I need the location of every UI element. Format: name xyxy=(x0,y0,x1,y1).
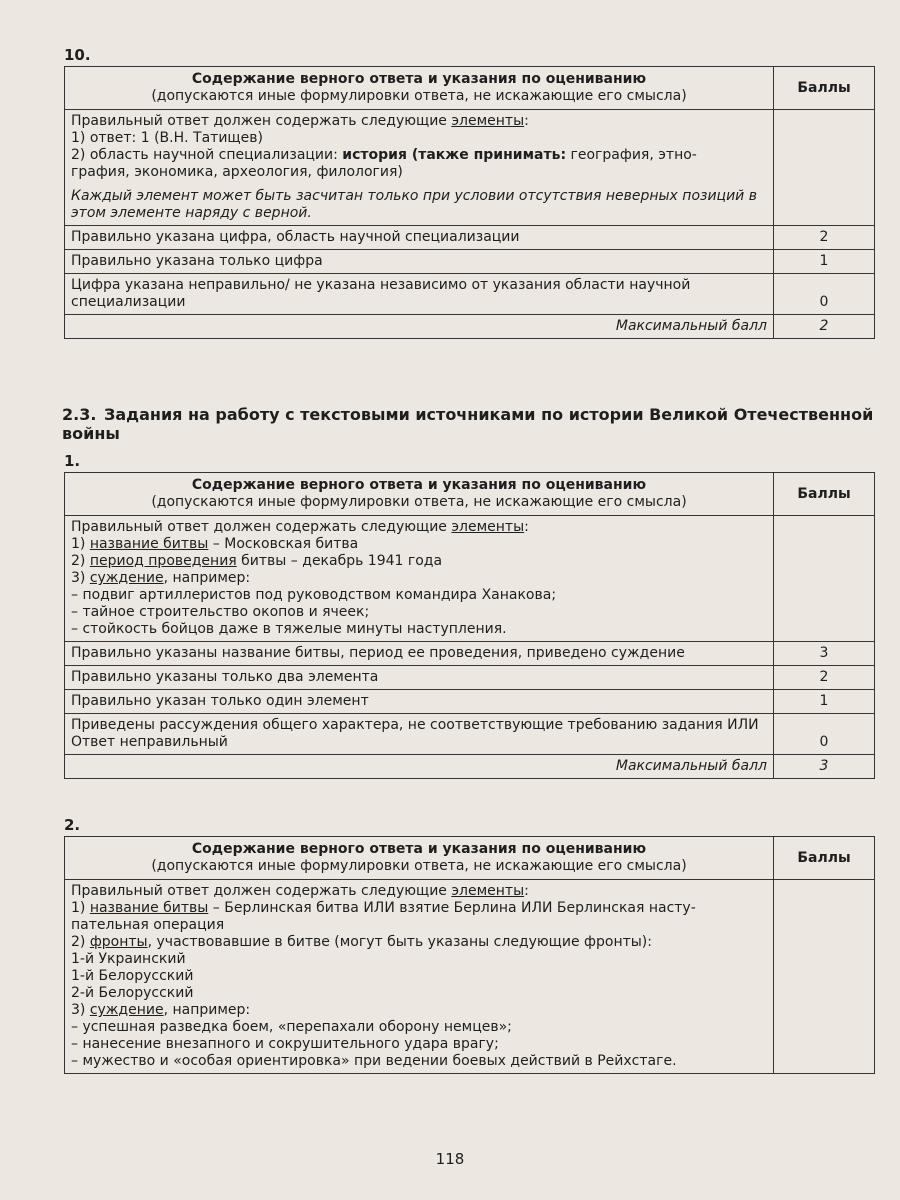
row-points: 1 xyxy=(774,690,875,714)
table-row xyxy=(65,666,875,690)
intro-underlined: элементы xyxy=(451,519,525,535)
row-text: Приведены рассуждения общего характера, не соответствующие требованию задания ИЛИ Ответ неправильный xyxy=(65,714,774,755)
answer-points xyxy=(774,516,875,642)
header-content xyxy=(65,473,774,516)
table-row xyxy=(65,690,875,714)
element-1-cont: пательная операция xyxy=(71,917,225,933)
element-2-num: 2) xyxy=(71,934,90,950)
example-item: – нанесение внезапного и сокрушительного удара врагу; xyxy=(71,1036,499,1052)
task-10-number: 10. xyxy=(64,46,91,64)
row-text: Правильно указана цифра, область научной специализации xyxy=(65,226,774,250)
page-number: 118 xyxy=(435,1150,465,1168)
intro-text: Правильный ответ должен содержать следующие xyxy=(71,519,452,535)
element-1-label: название битвы xyxy=(89,900,209,916)
element-2-label: фронты xyxy=(89,934,148,950)
answer-line-2b: история (также принимать: xyxy=(342,147,567,163)
max-label: Максимальный балл xyxy=(65,315,774,339)
element-1-text: – Московская битва xyxy=(208,536,359,552)
header-main: Содержание верного ответа и указания по оцениванию xyxy=(191,841,647,857)
intro-underlined: элементы xyxy=(451,113,525,129)
header-sub: (допускаются иные формулировки ответа, не искажающие его смысла) xyxy=(151,858,687,874)
element-3-label: суждение xyxy=(89,570,164,586)
front-item: 1-й Белорусский xyxy=(71,968,194,984)
element-3-text: , например: xyxy=(163,1002,251,1018)
example-item: – подвиг артиллеристов под руководством командира Ханакова; xyxy=(71,587,557,603)
example-item: – мужество и «особая ориентировка» при ведении боевых действий в Рейхстаге. xyxy=(71,1053,677,1069)
answer-row xyxy=(65,110,875,226)
max-points: 2 xyxy=(774,315,875,339)
element-2-num: 2) xyxy=(71,553,90,569)
front-item: 2-й Белорусский xyxy=(71,985,194,1001)
section-text: Задания на работу с текстовыми источниками по истории Великой Отечественной войны xyxy=(62,405,874,443)
answer-content xyxy=(65,516,774,642)
intro-end: : xyxy=(524,519,529,535)
answer-line-2c: география, этно- xyxy=(566,147,697,163)
answer-row xyxy=(65,516,875,642)
max-row xyxy=(65,315,875,339)
answer-points xyxy=(774,880,875,1074)
element-1-num: 1) xyxy=(71,900,90,916)
answer-line-2a: 2) область научной специализации: xyxy=(71,147,343,163)
intro-end: : xyxy=(524,883,529,899)
row-points: 2 xyxy=(774,226,875,250)
example-item: – стойкость бойцов даже в тяжелые минуты наступления. xyxy=(71,621,507,637)
element-2-text: , участвовавшие в битве (могут быть указаны следующие фронты): xyxy=(147,934,652,950)
max-points: 3 xyxy=(774,755,875,779)
front-item: 1-й Украинский xyxy=(71,951,186,967)
task-1-table xyxy=(64,472,875,779)
table-row xyxy=(65,714,875,755)
element-2-text: битвы – декабрь 1941 года xyxy=(236,553,443,569)
task-10-table xyxy=(64,66,875,339)
element-1-text: – Берлинская битва ИЛИ взятие Берлина ИЛИ Берлинская насту- xyxy=(208,900,696,916)
row-text: Правильно указана только цифра xyxy=(65,250,774,274)
element-3-label: суждение xyxy=(89,1002,164,1018)
intro-underlined: элементы xyxy=(451,883,525,899)
table-header xyxy=(65,837,875,880)
element-3-num: 3) xyxy=(71,570,90,586)
table-row xyxy=(65,226,875,250)
element-3-text: , например: xyxy=(163,570,251,586)
example-item: – успешная разведка боем, «перепахали оборону немцев»; xyxy=(71,1019,512,1035)
row-points: 0 xyxy=(774,274,875,315)
section-title xyxy=(62,405,882,443)
row-text: Цифра указана неправильно/ не указана независимо от указания области научной специализации xyxy=(65,274,774,315)
element-2-label: период проведения xyxy=(89,553,237,569)
row-points: 0 xyxy=(774,714,875,755)
intro-text: Правильный ответ должен содержать следующие xyxy=(71,113,452,129)
element-1-label: название битвы xyxy=(89,536,209,552)
header-content xyxy=(65,67,774,110)
answer-line-1: 1) ответ: 1 (В.Н. Татищев) xyxy=(71,130,263,146)
task-2-table xyxy=(64,836,875,1074)
header-points: Баллы xyxy=(774,837,875,880)
table-header xyxy=(65,67,875,110)
section-number: 2.3. xyxy=(62,405,97,424)
max-row xyxy=(65,755,875,779)
answer-content xyxy=(65,110,774,226)
row-points: 1 xyxy=(774,250,875,274)
header-points: Баллы xyxy=(774,67,875,110)
max-label: Максимальный балл xyxy=(65,755,774,779)
task-2-number: 2. xyxy=(64,816,81,834)
row-points: 2 xyxy=(774,666,875,690)
answer-line-2d: графия, экономика, археология, филология) xyxy=(71,164,403,180)
table-header xyxy=(65,473,875,516)
answer-content xyxy=(65,880,774,1074)
task-1-number: 1. xyxy=(64,452,81,470)
row-points: 3 xyxy=(774,642,875,666)
row-text: Правильно указан только один элемент xyxy=(65,690,774,714)
row-text: Правильно указаны только два элемента xyxy=(65,666,774,690)
table-row xyxy=(65,250,875,274)
table-row xyxy=(65,642,875,666)
intro-text: Правильный ответ должен содержать следующие xyxy=(71,883,452,899)
answer-points xyxy=(774,110,875,226)
element-3-num: 3) xyxy=(71,1002,90,1018)
answer-note: Каждый элемент может быть засчитан только при условии отсутствия неверных позиций в этом элементе наряду с верной. xyxy=(71,188,757,221)
header-points: Баллы xyxy=(774,473,875,516)
element-1-num: 1) xyxy=(71,536,90,552)
table-row xyxy=(65,274,875,315)
header-sub: (допускаются иные формулировки ответа, не искажающие его смысла) xyxy=(151,88,687,104)
header-content xyxy=(65,837,774,880)
example-item: – тайное строительство окопов и ячеек; xyxy=(71,604,370,620)
header-sub: (допускаются иные формулировки ответа, не искажающие его смысла) xyxy=(151,494,687,510)
answer-row xyxy=(65,880,875,1074)
intro-end: : xyxy=(524,113,529,129)
header-main: Содержание верного ответа и указания по оцениванию xyxy=(191,71,647,87)
row-text: Правильно указаны название битвы, период ее проведения, приведено суждение xyxy=(65,642,774,666)
header-main: Содержание верного ответа и указания по оцениванию xyxy=(191,477,647,493)
